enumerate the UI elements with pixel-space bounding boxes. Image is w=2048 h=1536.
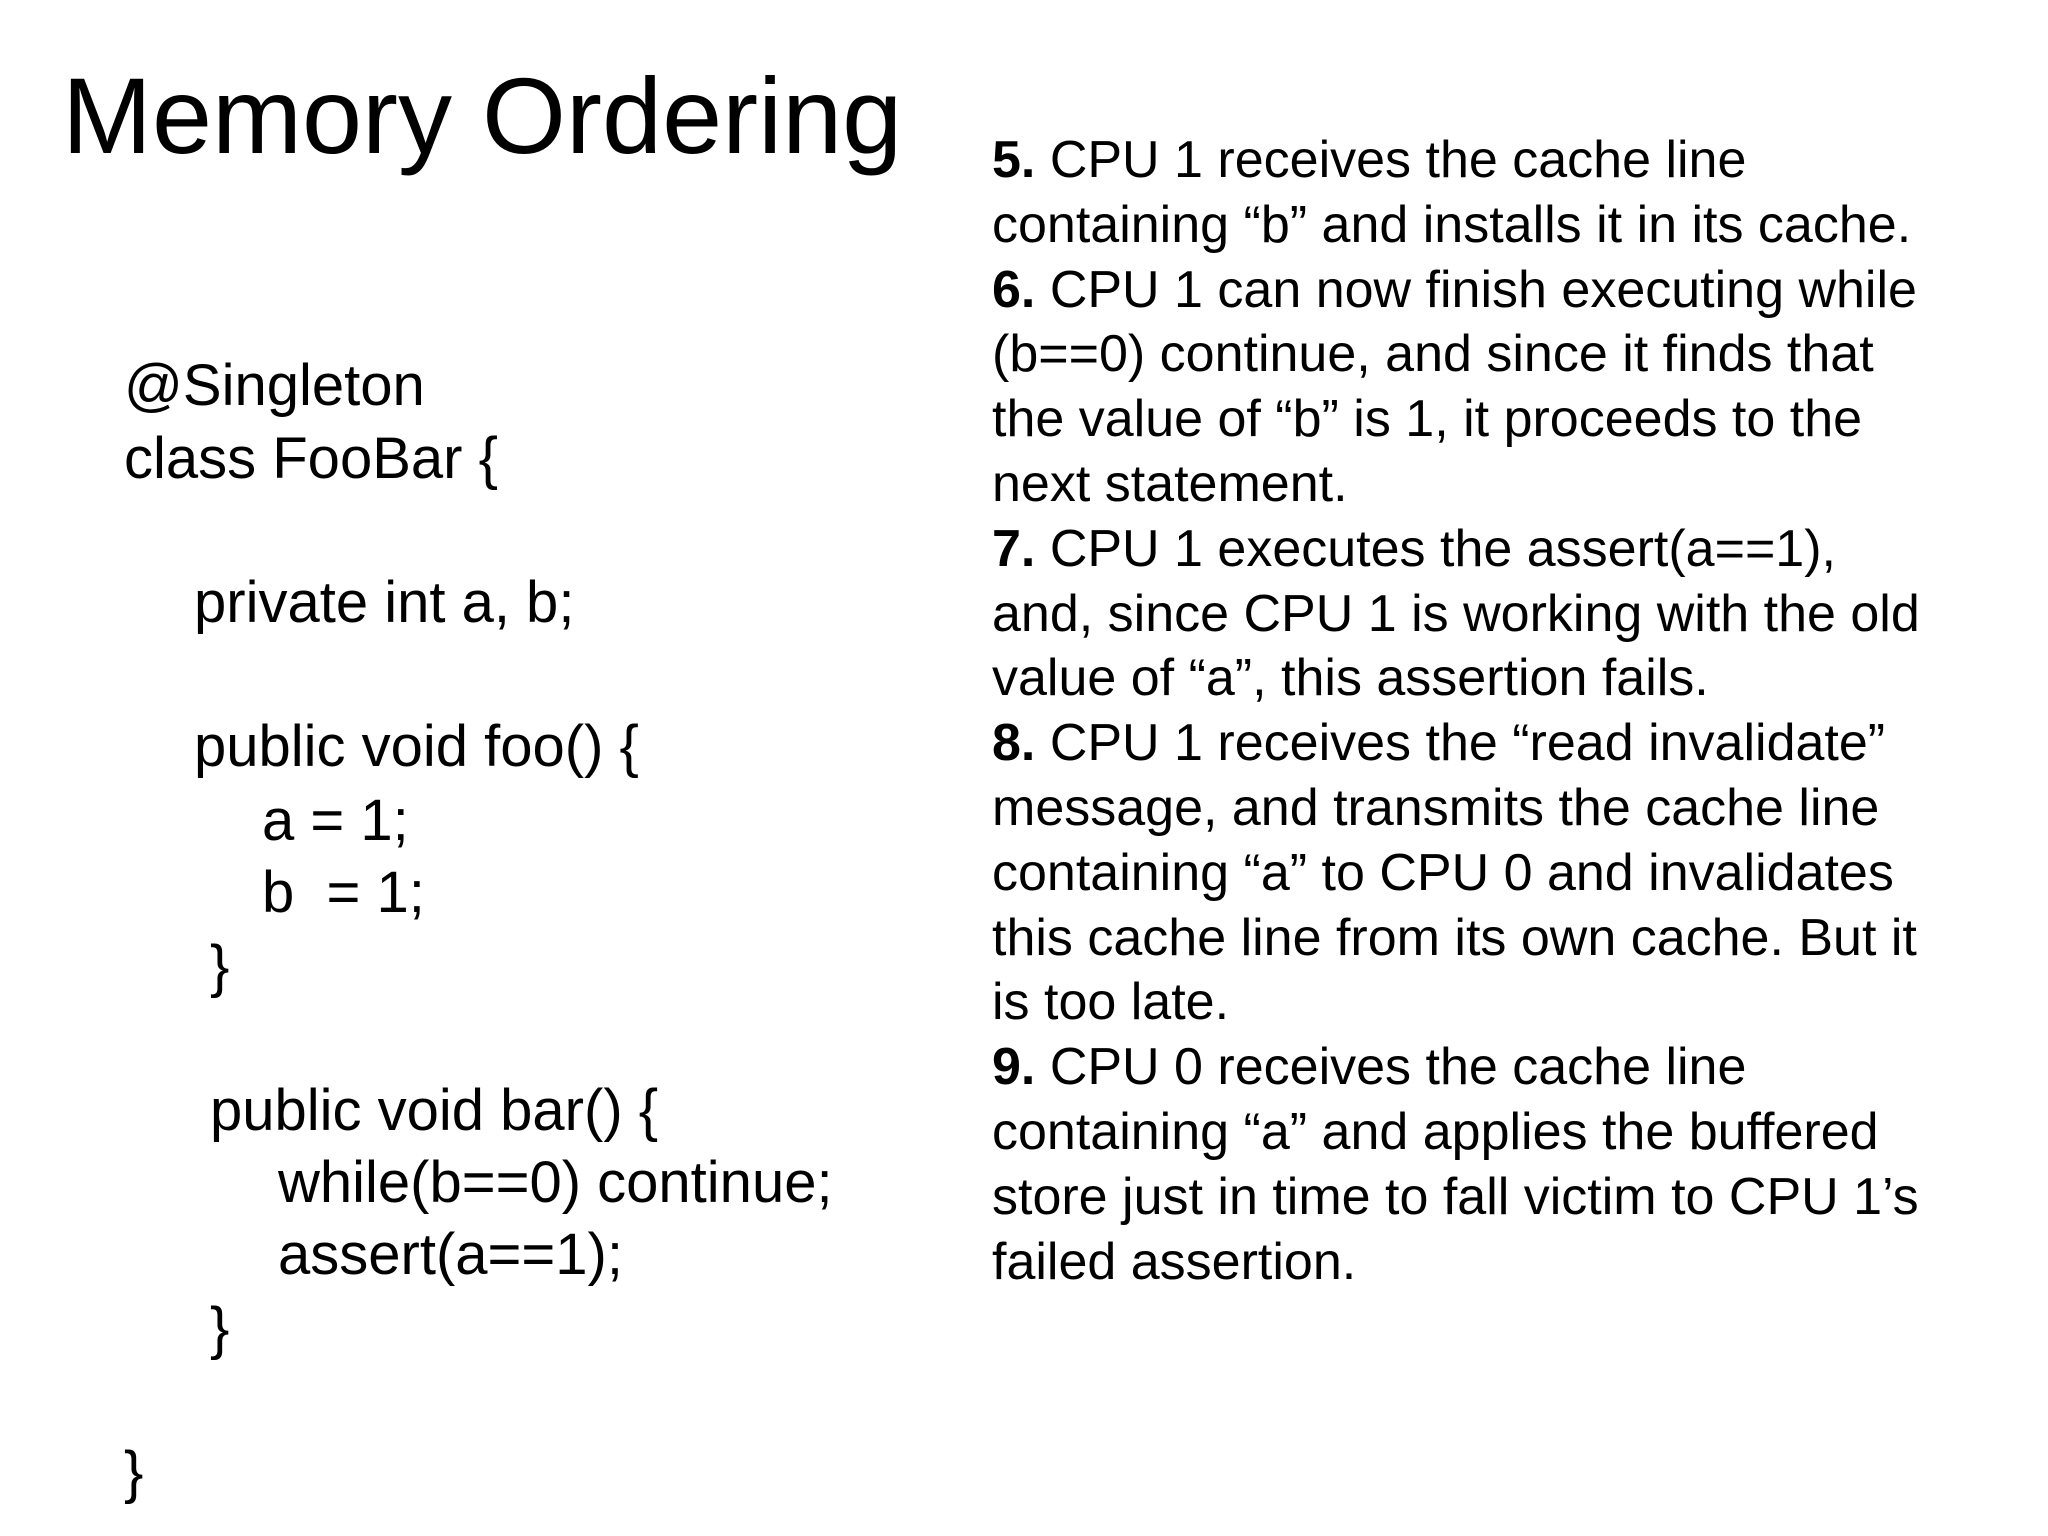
step-number: 7. bbox=[992, 519, 1036, 578]
code-line: public void bar() { bbox=[210, 1078, 659, 1143]
step-number: 9. bbox=[992, 1038, 1036, 1097]
step-number: 6. bbox=[992, 260, 1036, 319]
code-line: while(b==0) continue; bbox=[278, 1150, 833, 1215]
code-line: private int a, b; bbox=[194, 570, 575, 635]
code-line: class FooBar { bbox=[124, 426, 498, 491]
step-text: containing “a” and applies the buffered bbox=[992, 1102, 1879, 1161]
step-8 bbox=[992, 711, 2012, 1035]
step-text: CPU 1 executes the assert(a==1), bbox=[1035, 519, 1836, 578]
step-text: and, since CPU 1 is working with the old bbox=[992, 584, 1920, 643]
code-line: } bbox=[124, 1440, 144, 1505]
step-9 bbox=[992, 1035, 2012, 1294]
step-text: CPU 0 receives the cache line bbox=[1035, 1038, 1747, 1097]
code-line: @Singleton bbox=[124, 353, 425, 418]
step-text: is too late. bbox=[992, 973, 1230, 1032]
code-line: } bbox=[210, 1296, 230, 1361]
step-text: CPU 1 receives the cache line bbox=[1035, 131, 1747, 189]
step-5 bbox=[992, 128, 2012, 258]
step-text: (b==0) continue, and since it finds that bbox=[992, 325, 1874, 384]
code-line: public void foo() { bbox=[194, 714, 639, 779]
step-text: this cache line from its own cache. But it bbox=[992, 908, 1917, 967]
step-text: CPU 1 receives the “read invalidate” bbox=[1035, 714, 1886, 773]
step-text: failed assertion. bbox=[992, 1232, 1357, 1291]
step-text: store just in time to fall victim to CPU 1’s bbox=[992, 1167, 1919, 1226]
step-text: message, and transmits the cache line bbox=[992, 778, 1880, 837]
code-line: assert(a==1); bbox=[278, 1222, 623, 1287]
code-line: } bbox=[210, 934, 230, 999]
code-line: b = 1; bbox=[262, 860, 425, 925]
step-text: CPU 1 can now finish executing while bbox=[1035, 260, 1917, 319]
step-number: 8. bbox=[992, 714, 1036, 773]
step-7 bbox=[992, 517, 2012, 711]
step-text: value of “a”, this assertion fails. bbox=[992, 649, 1709, 708]
step-number: 5. bbox=[992, 131, 1036, 189]
code-line: a = 1; bbox=[262, 788, 409, 853]
step-text: the value of “b” is 1, it proceeds to the bbox=[992, 390, 1863, 449]
slide-title: Memory Ordering bbox=[62, 55, 903, 176]
step-text: next statement. bbox=[992, 454, 1348, 513]
step-6 bbox=[992, 258, 2012, 517]
step-notes bbox=[992, 128, 2012, 1294]
step-text: containing “b” and installs it in its cache. bbox=[992, 195, 1912, 254]
step-text: containing “a” to CPU 0 and invalidates bbox=[992, 843, 1894, 902]
